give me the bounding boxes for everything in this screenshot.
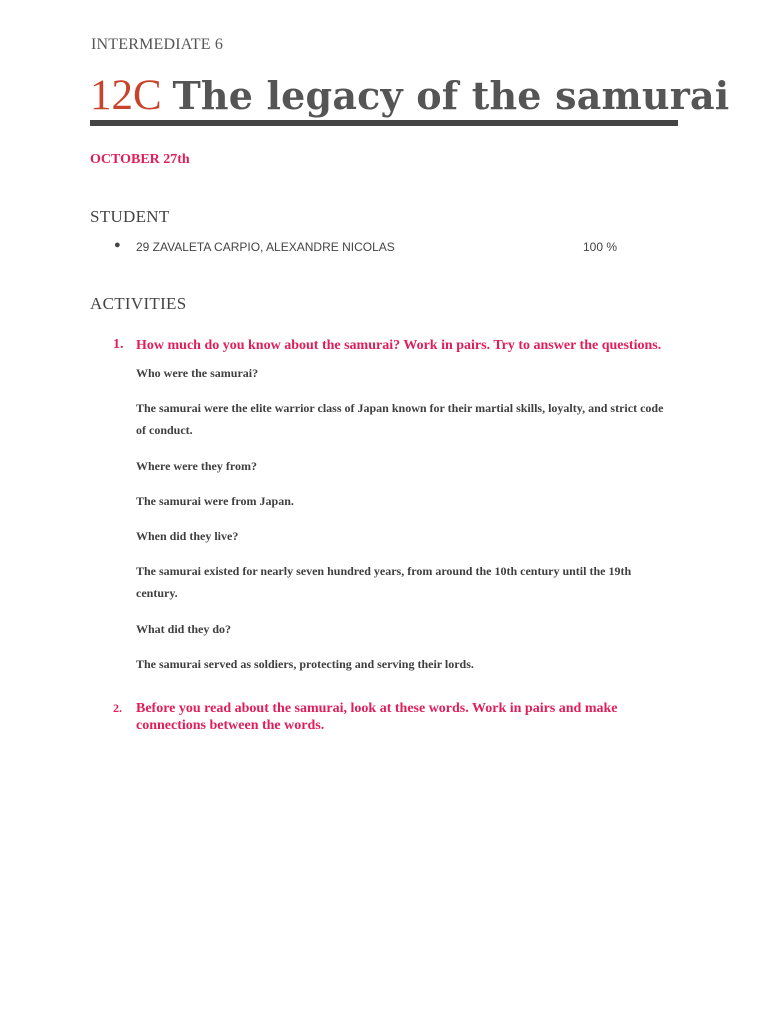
question-what: What did they do? [136,622,232,636]
question-when: When did they live? [136,529,239,543]
activity-1-number: 1. [113,337,124,352]
lesson-date: OCTOBER 27th [90,152,190,167]
level-label: INTERMEDIATE 6 [91,36,224,53]
student-name: 29 ZAVALETA CARPIO, ALEXANDRE NICOLAS [136,240,395,254]
answer-what: The samurai served as soldiers, protecting and serving their lords. [136,657,474,671]
answer-who: The samurai were the elite warrior class of Japan known for their martial skills, loyalty, and strict code of conduct. [136,401,664,437]
lesson-title: The legacy of the samurai [172,73,730,118]
student-score: 100 % [583,240,618,254]
student-heading: STUDENT [90,207,170,226]
answer-when: The samurai existed for nearly seven hundred years, from around the 10th century until the 19th century. [136,564,632,600]
page-title [90,68,729,124]
activity-1-prompt: How much do you know about the samurai? Work in pairs. Try to answer the questions. [136,338,662,353]
answer-where: The samurai were from Japan. [136,494,294,508]
bullet-icon: ● [114,239,121,251]
title-divider [90,120,678,126]
activity-2-prompt: Before you read about the samurai, look at these words. Work in pairs and make connections between the words. [136,701,618,733]
lesson-code: 12C [90,72,162,119]
activity-2-number: 2. [113,701,122,715]
activities-heading: ACTIVITIES [90,294,187,313]
question-who: Who were the samurai? [136,366,259,380]
question-where: Where were they from? [136,459,257,473]
